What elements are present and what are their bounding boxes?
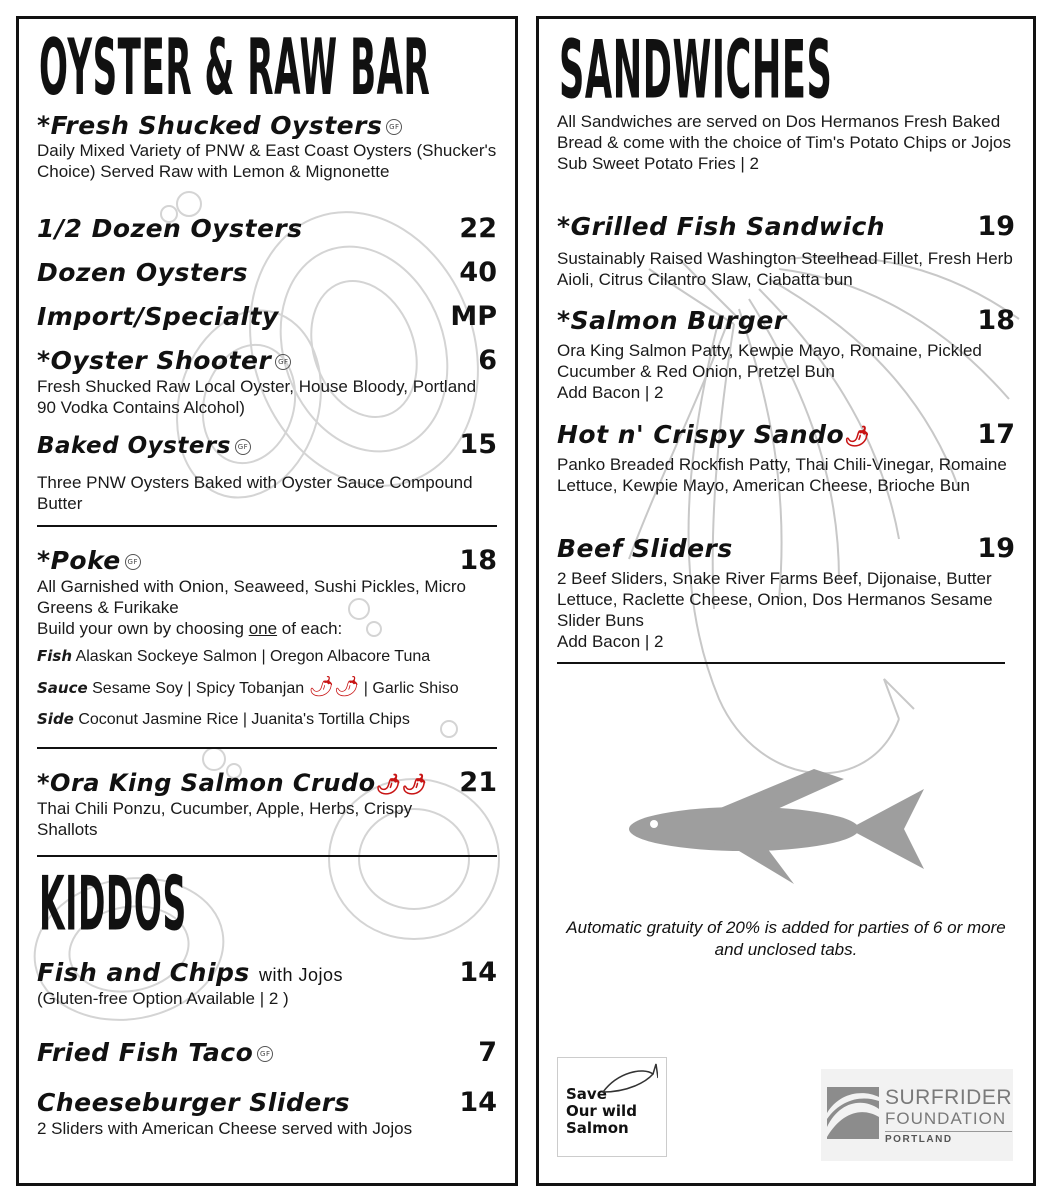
salmon-addon: Add Bacon | 2 [557, 383, 664, 402]
gluten-free-icon: GF [386, 119, 402, 135]
salmon-logo-line1: Save [566, 1085, 607, 1103]
fish-chips-suffix: with Jojos [259, 965, 344, 985]
sandwich-intro-text: All Sandwiches are served on Dos Hermanos Fresh Baked Bread & come with the choice of Tim's Potato Chips or Jojos [557, 112, 1011, 152]
beef-sliders-item [557, 533, 1015, 652]
build-suffix: of each: [277, 619, 343, 638]
surfrider-line3: PORTLAND [885, 1131, 1012, 1148]
taco-price: 7 [478, 1037, 497, 1068]
crispy-price: 17 [977, 419, 1015, 450]
dozen-name: Dozen Oysters [37, 258, 248, 287]
surfrider-line1: SURFRIDER [885, 1086, 1013, 1109]
sandwiches-section-title: SANDWICHES [559, 24, 833, 118]
baked-desc: Three PNW Oysters Baked with Oyster Sauce Compound Butter [37, 473, 473, 513]
item-name [37, 958, 343, 987]
sauce-label: Sauce [37, 679, 88, 697]
side-options: Coconut Jasmine Rice | Juanita's Tortilla Chips [78, 711, 410, 728]
taco-name: Fried Fish Taco [37, 1038, 254, 1067]
beef-addon: Add Bacon | 2 [557, 632, 664, 651]
fish-chips-name: Fish and Chips [37, 958, 250, 987]
crudo-item [37, 767, 497, 840]
salmon-desc: Ora King Salmon Patty, Kewpie Mayo, Romaine, Pickled Cucumber & Red Onion, Pretzel Bun [557, 341, 982, 381]
salmon-logo-icon [598, 1062, 658, 1102]
salmon-burger-item [557, 305, 1015, 403]
import-price: MP [450, 301, 497, 332]
baked-oysters-item [37, 429, 497, 514]
divider [37, 525, 497, 527]
surfrider-text [885, 1087, 1012, 1148]
salmon-name: *Salmon Burger [557, 306, 787, 335]
crudo-desc: Thai Chili Ponzu, Cucumber, Apple, Herbs, Crispy Shallots [37, 799, 413, 839]
gluten-free-icon: GF [257, 1046, 273, 1062]
gratuity-note: Automatic gratuity of 20% is added for parties of 6 or more and unclosed tabs. [566, 918, 1006, 959]
fish-options: Alaskan Sockeye Salmon | Oregon Albacore Tuna [75, 648, 431, 665]
grilled-fish-item [557, 211, 1015, 290]
half-dozen-item [37, 213, 497, 244]
crispy-name: Hot n' Crispy Sando [557, 420, 845, 449]
fresh-oysters-desc: Daily Mixed Variety of PNW & East Coast Oysters (Shucker's Choice) Served Raw with Lemon & Mignonette [37, 141, 497, 181]
fish-taco-item [37, 1037, 497, 1068]
grilled-price: 19 [977, 211, 1015, 242]
shooter-desc: Fresh Shucked Raw Local Oyster, House Bloody, Portland 90 Vodka Contains Alcohol) [37, 377, 477, 417]
left-menu-panel [16, 16, 518, 1186]
build-one: one [248, 619, 278, 638]
half-dozen-price: 22 [459, 213, 497, 244]
divider [37, 747, 497, 749]
poke-name: *Poke [37, 546, 121, 575]
baked-name: Baked Oysters [37, 433, 231, 459]
item-name [37, 546, 141, 575]
import-item [37, 301, 497, 332]
fish-chips-item [37, 957, 497, 1009]
poke-price: 18 [459, 545, 497, 576]
sliders-desc: 2 Sliders with American Cheese served with Jojos [37, 1119, 413, 1138]
item-name [557, 420, 870, 449]
crispy-desc: Panko Breaded Rockfish Patty, Thai Chili-Vinegar, Romaine Lettuce, Kewpie Mayo, American Cheese, Brioche Bun [557, 455, 1007, 495]
gluten-free-icon: GF [125, 554, 141, 570]
beef-desc: 2 Beef Sliders, Snake River Farms Beef, Dijonaise, Butter Lettuce, Raclette Cheese, Onion, Dos Hermanos Sesame Slider Buns [557, 569, 993, 630]
fresh-oysters-item [37, 111, 497, 182]
poke-sauce-row [37, 672, 497, 704]
build-prefix: Build your own by choosing [37, 619, 249, 638]
surfrider-wave-icon [827, 1087, 879, 1139]
grilled-name: *Grilled Fish Sandwich [557, 212, 886, 241]
cheeseburger-sliders-item [37, 1087, 497, 1139]
crudo-price: 21 [459, 767, 497, 798]
right-menu-panel [536, 16, 1036, 1186]
save-our-wild-salmon-logo [557, 1057, 667, 1157]
sliders-name: Cheeseburger Sliders [37, 1088, 351, 1117]
oyster-shooter-item [37, 345, 497, 418]
divider [557, 662, 1005, 664]
crispy-sando-item [557, 419, 1015, 496]
sauce-options-b: | Garlic Shiso [363, 680, 459, 697]
salmon-logo-line3: Salmon [566, 1119, 629, 1137]
salmon-logo-line2: Our wild [566, 1102, 637, 1120]
side-label: Side [37, 710, 74, 728]
sauce-options-a: Sesame Soy | Spicy Tobanjan [92, 680, 305, 697]
beef-name: Beef Sliders [557, 534, 733, 563]
gluten-free-icon: GF [235, 439, 251, 455]
baked-price: 15 [459, 429, 497, 460]
item-name [37, 433, 251, 459]
poke-desc: All Garnished with Onion, Seaweed, Sushi Pickles, Micro Greens & Furikake [37, 577, 466, 617]
half-dozen-name: 1/2 Dozen Oysters [37, 214, 303, 243]
poke-item [37, 545, 497, 735]
crudo-name: *Ora King Salmon Crudo [37, 769, 376, 797]
chili-pepper-icon: 🌶🌶 [308, 676, 360, 698]
flying-fish-illustration [614, 764, 934, 894]
fresh-oysters-name: *Fresh Shucked Oysters [37, 111, 383, 140]
poke-fish-row [37, 641, 497, 672]
surfrider-foundation-logo [821, 1069, 1013, 1161]
import-name: Import/Specialty [37, 302, 279, 331]
gluten-free-icon: GF [275, 354, 291, 370]
chili-pepper-icon: 🌶🌶 [375, 772, 428, 796]
sliders-price: 14 [459, 1087, 497, 1118]
shooter-price: 6 [478, 345, 497, 376]
item-name [37, 1038, 273, 1067]
chili-pepper-icon: 🌶 [844, 424, 871, 448]
grilled-desc: Sustainably Raised Washington Steelhead Fillet, Fresh Herb Aioli, Citrus Cilantro Slaw, Ciabatta bun [557, 249, 1013, 289]
poke-side-row [37, 704, 497, 735]
sub-fries-text: Sub Sweet Potato Fries | 2 [557, 154, 759, 173]
kiddos-section-title: KIDDOS [39, 860, 187, 949]
shooter-name: *Oyster Shooter [37, 346, 272, 375]
dozen-item [37, 257, 497, 288]
oyster-section-title: OYSTER & RAW BAR [39, 21, 431, 113]
fish-chips-price: 14 [459, 957, 497, 988]
salmon-price: 18 [977, 305, 1015, 336]
poke-build-text [37, 618, 497, 639]
surfrider-line2: FOUNDATION [885, 1109, 1007, 1128]
item-name [37, 111, 402, 140]
item-name [37, 769, 427, 797]
fish-label: Fish [37, 647, 72, 665]
beef-price: 19 [977, 533, 1015, 564]
sandwiches-intro [557, 111, 1015, 174]
divider [37, 855, 497, 857]
dozen-price: 40 [459, 257, 497, 288]
fish-chips-desc: (Gluten-free Option Available | 2 ) [37, 989, 289, 1008]
item-name [37, 346, 291, 375]
